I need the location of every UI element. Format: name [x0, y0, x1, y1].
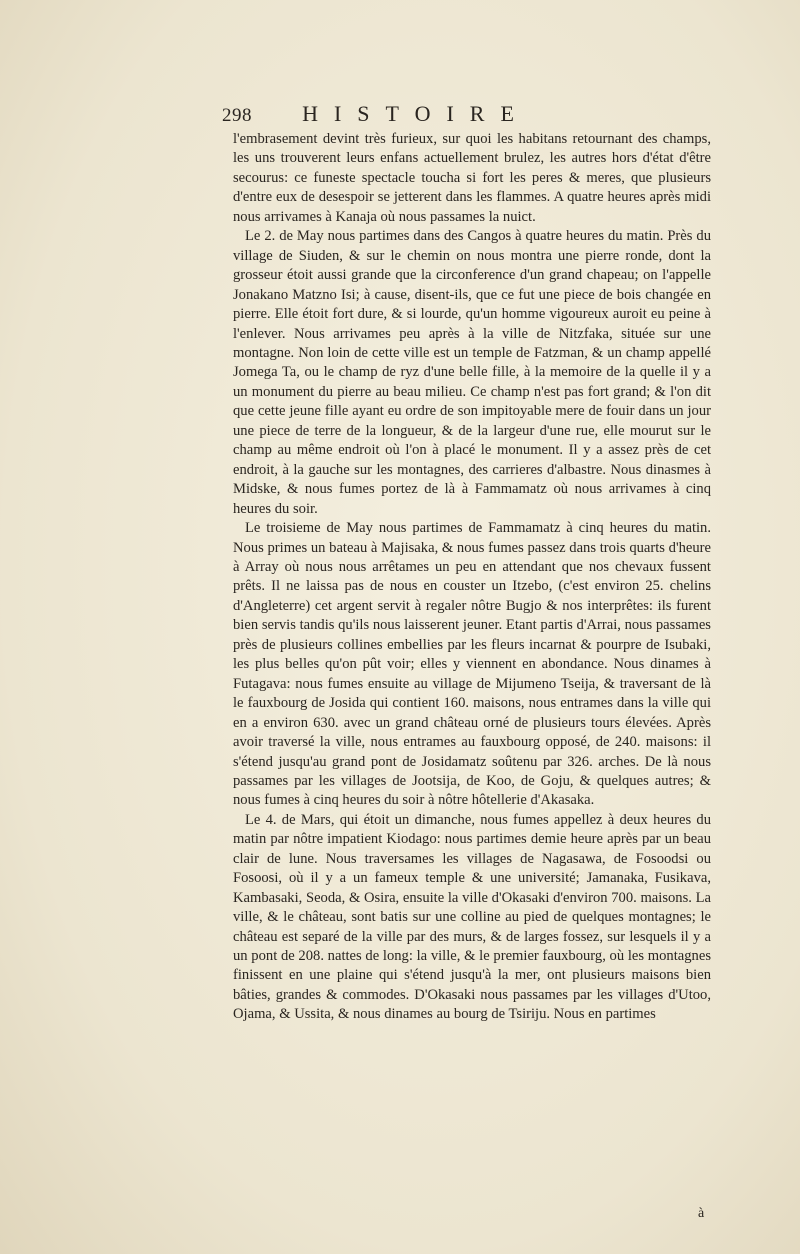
page-number: 298: [222, 105, 252, 126]
paragraph-4: Le 4. de Mars, qui étoit un dimanche, nous fumes appellez à deux heures du matin par nôtre impatient Kiodago: nous partimes demie heure après par un beau clair de lune. Nous traversames les villages de Nagasawa, de Fosoodsi ou Fosoosi, où il y a un fameux temple & une université; Jamanaka, Fusikava, Kambasaki, Seoda, & Osira, ensuite la ville d'Okasaki d'environ 700. maisons. La ville, & le château, sont batis sur une colline au pied de quelques montagnes; le château est separé de la ville par des murs, & de larges fossez, sur lesquels il y a un pont de 208. nattes de long: la ville, & le premier fauxbourg, où les montagnes finissent en une plaine qui s'étend jusqu'à la mer, ont plusieurs maisons bien bâties, grandes & commodes. D'Okasaki nous passames par les villages d'Utoo, Ojama, & Ussita, & nous dinames au bourg de Tsiriju. Nous en partimes: [233, 811, 711, 1023]
paragraph-1: l'embrasement devint très furieux, sur quoi les habitans retournant des champs, les uns trouverent leurs enfans actuellement brulez, les autres hors d'état d'être secourus: ce funeste spectacle toucha si fort les peres & meres, que plusieurs d'entre eux de desespoir se jetterent dans les flammes. A quatre heures après midi nous arrivames à Kanaja où nous passames la nuict.: [233, 131, 711, 225]
paragraph-3: Le troisieme de May nous partimes de Fammamatz à cinq heures du matin. Nous primes un bateau à Majisaka, & nous fumes passez dans trois quarts d'heure à Array où nous nous arrêtames un peu en attendant que nos chevaux fussent prêts. Il ne laissa pas de nous en couster un Itzebo, (c'est environ 25. chelins d'Angleterre) cet argent servit à regaler nôtre Bugjo & nos interprêtes: ils furent bien servis tandis qu'ils nous laisserent jeuner. Etant partis d'Arrai, nous passames près de plusieurs collines embellies par les fleurs incarnat & pourpre de Isubaki, les plus belles qu'on pût voir; elles y viennent en abondance. Nous dinames à Futagava: nous fumes ensuite au village de Mijumeno Tseija, & traversant de là le fauxbourg de Josida qui contient 160. maisons, nous entrames dans la ville qui en a environ 630. avec un grand château orné de plusieurs tours élevées. Après avoir traversé la ville, nous entrames au fauxbourg opposé, de 240. maisons: il s'étend jusqu'au grand pont de Josidamatz soûtenu par 326. arches. De là nous passames par les villages de Jootsija, de Koo, de Goju, & quelques autres; & nous fumes à cinq heures du soir à nôtre hôtellerie d'Akasaka.: [233, 520, 711, 809]
paragraph-2: Le 2. de May nous partimes dans des Cangos à quatre heures du matin. Près du village de Siuden, & sur le chemin on nous montra une pierre ronde, dont la grosseur étoit aussi grande que la circonference d'un grand chapeau; on l'appelle Jonakano Matzno Isi; à cause, disent-ils, que ce fut une piece de bois changée en pierre. Elle étoit fort dure, & si lourde, qu'un homme vigoureux auroit eu peine à l'enlever. Nous arrivames peu après à la ville de Nitzfaka, située sur une montagne. Non loin de cette ville est un temple de Fatzman, & un champ appellé Jomega Ta, ou le champ de ryz d'une belle fille, à la memoire de la quelle il y a un monument du pierre au beau milieu. Ce champ n'est pas fort grand; & l'on dit que cette jeune fille ayant eu ordre de son impitoyable mere de fouir dans un jour une piece de terre de la longueur, & de la largeur d'une rue, elle mourut sur le champ au même endroit où l'on à placé le monument. Il y a assez près de cet endroit, à la gauche sur les montagnes, des carrieres d'albastre. Nous dinasmes à Midske, & nous fumes portez de là à Fammamatz où nous arrivames à cinq heures du soir.: [233, 228, 711, 517]
catchword: à: [698, 1206, 705, 1221]
body-text: [233, 130, 711, 1025]
running-title: HISTOIRE: [302, 101, 530, 126]
page-header: [222, 101, 570, 131]
